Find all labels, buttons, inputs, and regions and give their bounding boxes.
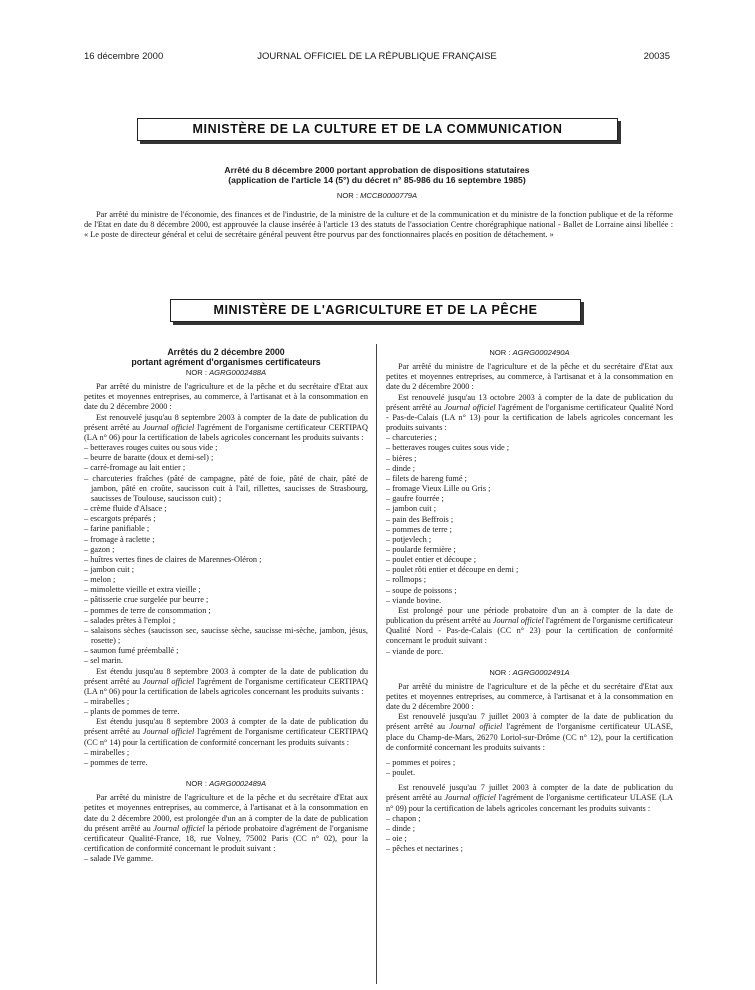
list-item: – viande de porc.	[386, 647, 673, 657]
list-item: – pommes de terre.	[84, 758, 368, 768]
paragraph: Par arrêté du ministre de l'agriculture et de la pêche et du secrétaire d'Etat aux petites et moyennes entreprises, au commerce, à l'artisanat et à la consommation en date du 2 décembre 2000 :	[84, 382, 368, 412]
paragraph: Est prolongé pour une période probatoire d'un an à compter de la date de publication du présent arrêté au Journal officiel l'agrément de l'organisme certificateur Qualité Nord - Pas-de-Calais (CC n° 23) pour la certification de conformité concernant le produit suivant :	[386, 605, 673, 646]
list-item: – soupe de poissons ;	[386, 586, 673, 596]
product-list	[386, 758, 673, 778]
list-item: – mimolette vieille et extra vieille ;	[84, 585, 368, 595]
list-item: – mirabelles ;	[84, 748, 368, 758]
ministry-heading-agriculture: MINISTÈRE DE L'AGRICULTURE ET DE LA PÊCHE	[170, 299, 581, 322]
list-item: – pâtisserie crue surgelée pur beurre ;	[84, 595, 368, 605]
nor-reference: NOR : AGRG0002490A	[489, 348, 570, 357]
header-page-number: 20035	[643, 51, 670, 62]
nor-code: AGRG0002491A	[512, 667, 570, 677]
list-item: – sel marin.	[84, 656, 368, 666]
list-item: – poulet rôti entier et découpe en demi ;	[386, 565, 673, 575]
list-item: – gazon ;	[84, 545, 368, 555]
list-item: – oie ;	[386, 834, 673, 844]
product-list	[84, 854, 368, 864]
decree-title-culture	[137, 165, 617, 185]
paragraph: Est renouvelé jusqu'au 13 octobre 2003 à compter de la date de publication du présent arrêté au Journal officiel l'agrément de l'organisme certificateur Qualité Nord - Pas-de-Calais (LA n° 13) pour la certification de labels agricoles concernant les produits suivants :	[386, 392, 673, 433]
list-item: – pommes de terre ;	[386, 525, 673, 535]
list-item: – salaisons sèches (saucisson sec, saucisse sèche, saucisse mi-sèche, jambon, jésus, rosette) ;	[84, 626, 368, 646]
list-item: – crème fluide d'Alsace ;	[84, 504, 368, 514]
decree-title-agriculture: Arrêtés du 2 décembre 2000 portant agrément d'organismes certificateurs	[131, 347, 321, 367]
right-column	[386, 347, 673, 854]
paragraph: Est étendu jusqu'au 8 septembre 2003 à compter de la date de publication du présent arrêté au Journal officiel l'agrément de l'organisme certificateur CERTIPAQ (CC n° 14) pour la certification de conformité concernant les produits suivants :	[84, 717, 368, 747]
ministry-heading-culture: MINISTÈRE DE LA CULTURE ET DE LA COMMUNICATION	[137, 118, 618, 141]
list-item: – farine panifiable ;	[84, 524, 368, 534]
list-item: – charcuteries fraîches (pâté de campagne, pâté de foie, pâté de chair, pâté de jambon, pâté en croûte, saucisson cuit à l'ail, rillettes, saucisses de Strasbourg, saucisses de Toulouse, saucisson cuit) ;	[84, 474, 368, 504]
list-item: – dinde ;	[386, 824, 673, 834]
list-item: – jambon cuit ;	[386, 504, 673, 514]
list-item: – mirabelles ;	[84, 697, 368, 707]
nor-code: MCCB0000779A	[360, 191, 418, 200]
list-item: – beurre de baratte (doux et demi-sel) ;	[84, 453, 368, 463]
list-item: – viande bovine.	[386, 596, 673, 606]
product-list	[386, 814, 673, 855]
paragraph: Est étendu jusqu'au 8 septembre 2003 à compter de la date de publication du présent arrêté au Journal officiel l'agrément de l'organisme certificateur CERTIPAQ (LA n° 06) pour la certification de labels agricoles concernant les produits suivants :	[84, 666, 368, 696]
nor-reference: NOR : AGRG0002488A	[185, 368, 267, 377]
paragraph: Est renouvelé jusqu'au 7 juillet 2003 à compter de la date de publication du présent arrêté au Journal officiel l'agrément de l'organisme certificateur ULASE (LA n° 09) pour la certification de labels agricoles concernant les produits suivants :	[386, 783, 673, 813]
list-item: – filets de hareng fumé ;	[386, 474, 673, 484]
list-item: – saumon fumé préemballé ;	[84, 646, 368, 656]
list-item: – escargots préparés ;	[84, 514, 368, 524]
list-item: – pêches et nectarines ;	[386, 844, 673, 854]
list-item: – pommes et poires ;	[386, 758, 673, 768]
decree-title-line-2: (application de l'article 14 (5°) du décret n° 85-986 du 16 septembre 1985)	[228, 175, 526, 185]
list-item: – carré-fromage au lait entier ;	[84, 463, 368, 473]
paragraph: Par arrêté du ministre de l'agriculture et de la pêche et du secrétaire d'Etat aux petites et moyennes entreprises, au commerce, à l'artisanat et à la consommation en date du 2 décembre 2000 :	[386, 362, 673, 392]
product-list	[84, 748, 368, 768]
product-list	[84, 697, 368, 717]
list-item: – plants de pommes de terre.	[84, 707, 368, 717]
decree-body-culture: Par arrêté du ministre de l'économie, des finances et de l'industrie, de la ministre de la culture et de la communication et du ministre de la fonction publique et de la réforme de l'Etat en date du 8 décembre 2000, est approuvée la clause insérée à l'article 13 des statuts de l'association Centre chorégraphique national - Ballet de Lorraine ainsi libellée : « Le poste de directeur général et celui de secrétaire général peuvent être pourvus par des fonctionnaires placés en position de détachement. »	[84, 210, 673, 240]
product-list	[386, 433, 673, 606]
paragraph: Par arrêté du ministre de l'agriculture et de la pêche et du secrétaire d'Etat aux petites et moyennes entreprises, au commerce, à l'artisanat et à la consommation en date du 2 décembre 2000 :	[386, 681, 673, 712]
list-item: – betteraves rouges cuites sous vide ;	[386, 443, 673, 453]
paragraph: Est renouvelé jusqu'au 7 juillet 2003 à compter de la date de publication du présent arrêté au Journal officiel l'agrément de l'organisme certificateur ULASE, place du Champ-de-Mars, 26270 Loriol-sur-Drôme (CC n° 12), pour la certification de conformité concernant les produits suivants :	[386, 712, 673, 752]
list-item: – chapon ;	[386, 814, 673, 824]
list-item: – melon ;	[84, 575, 368, 585]
paragraph: Par arrêté du ministre de l'agriculture et de la pêche et du secrétaire d'Etat aux petites et moyennes entreprises, au commerce, à l'artisanat et à la consommation en date du 2 décembre 2000, est prolongée d'un an à compter de la date de publication du présent arrêté au Journal officiel la période probatoire d'agrément de l'organisme certificateur Qualité-France, 18, rue Volney, 75002 Paris (CC n° 02), pour la certification de conformité concernant le produit suivant :	[84, 793, 368, 854]
list-item: – potjevlech ;	[386, 535, 673, 545]
list-item: – pommes de terre de consommation ;	[84, 606, 368, 616]
list-item: – bières ;	[386, 454, 673, 464]
list-item: – fromage à raclette ;	[84, 535, 368, 545]
list-item: – huîtres vertes fines de claires de Marennes-Oléron ;	[84, 555, 368, 565]
nor-reference: NOR : AGRG0002491A	[489, 667, 570, 677]
header-journal-title: JOURNAL OFFICIEL DE LA RÉPUBLIQUE FRANÇAISE	[257, 51, 497, 62]
list-item: – fromage Vieux Lille ou Gris ;	[386, 484, 673, 494]
list-item: – gaufre fourrée ;	[386, 494, 673, 504]
nor-reference-culture: NOR : MCCB0000779A	[336, 191, 418, 200]
nor-code: AGRG0002488A	[209, 368, 267, 377]
product-list	[386, 647, 673, 657]
nor-code: AGRG0002489A	[209, 779, 267, 789]
paragraph: Est renouvelé jusqu'au 8 septembre 2003 à compter de la date de publication du présent arrêté au Journal officiel l'agrément de l'organisme certificateur CERTIPAQ (LA n° 06) pour la certification de labels agricoles concernant les produits suivants :	[84, 412, 368, 442]
list-item: – poulet entier et découpe ;	[386, 555, 673, 565]
list-item: – poularde fermière ;	[386, 545, 673, 555]
list-item: – charcuteries ;	[386, 433, 673, 443]
decree-title-line-1: Arrêté du 8 décembre 2000 portant approbation de dispositions statutaires	[224, 165, 530, 175]
list-item: – jambon cuit ;	[84, 565, 368, 575]
column-divider	[376, 344, 377, 984]
list-item: – salades prêtes à l'emploi ;	[84, 616, 368, 626]
list-item: – dinde ;	[386, 464, 673, 474]
nor-reference: NOR : AGRG0002489A	[185, 779, 267, 789]
page-header	[84, 51, 670, 65]
left-column	[84, 347, 368, 864]
header-date: 16 décembre 2000	[84, 51, 164, 62]
list-item: – pain des Beffrois ;	[386, 515, 673, 525]
list-item: – salade IVe gamme.	[84, 854, 368, 864]
list-item: – rollmops ;	[386, 575, 673, 585]
list-item: – poulet.	[386, 768, 673, 778]
product-list	[84, 443, 368, 666]
list-item: – betteraves rouges cuites ou sous vide ;	[84, 443, 368, 453]
nor-code: AGRG0002490A	[512, 348, 570, 357]
